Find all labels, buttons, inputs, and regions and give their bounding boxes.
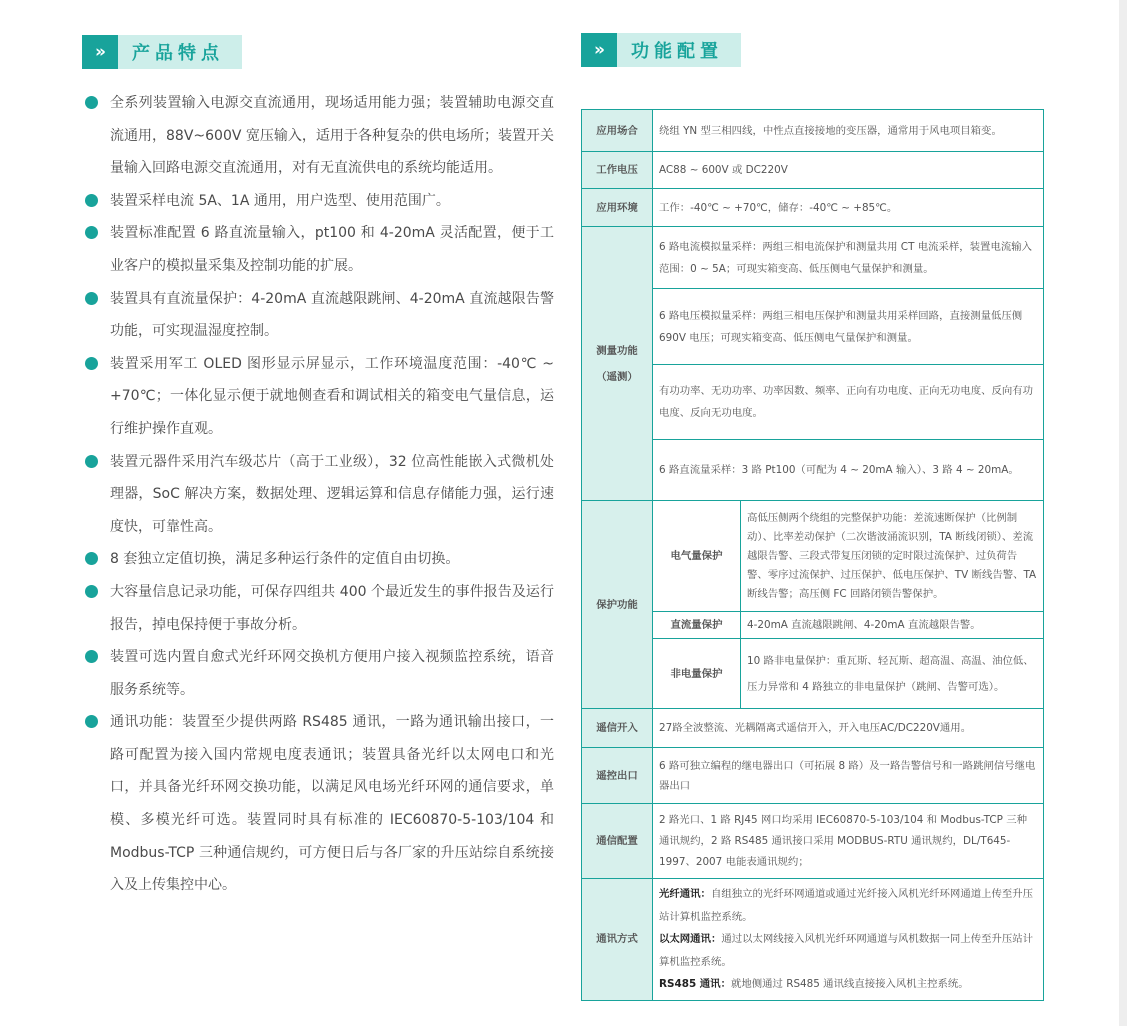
fiber-label: 光纤通讯： (659, 888, 711, 900)
double-chevron-right-icon: » (82, 35, 118, 69)
rs485-label: RS485 通讯： (659, 978, 731, 990)
table-row (582, 189, 1044, 227)
fiber-line (659, 883, 1037, 928)
comm-cfg-label: 通信配置 (582, 804, 653, 879)
prot-label: 保护功能 (582, 501, 653, 709)
table-row (582, 110, 1044, 152)
meas-dc-value: 6 路直流量采样：3 路 Pt100（可配为 4 ~ 20mA 输入）、3 路 4 ~ 20mA。 (653, 440, 1044, 501)
feature-item: 装置具有直流量保护：4-20mA 直流越限跳闸、4-20mA 直流越限告警功能，可实现温湿度控制。 (82, 283, 554, 348)
meas-label (582, 227, 653, 501)
config-header (581, 33, 741, 67)
feature-item: 通讯功能：装置至少提供两路 RS485 通讯，一路为通讯输出接口，一路可配置为接入国内常规电度表通讯；装置具备光纤以太网电口和光口，并具备光纤环网交换功能，以满足风电场光纤环网的通信要求，单模、多模光纤可选。装置同时具有标准的 IEC60870-5-103/104 和 Modbus-TCP 三种通信规约，可方便日后与各厂家的升压站综自系统接入及上传集控中心。 (82, 706, 554, 902)
feature-item: 装置采样电流 5A、1A 通用，用户选型、使用范围广。 (82, 185, 554, 218)
env-label: 应用环境 (582, 189, 653, 227)
comm-way-label: 通讯方式 (582, 879, 653, 1001)
meas-voltage-value: 6 路电压模拟量采样：两组三相电压保护和测量共用采样回路，直接测量低压侧 690V 电压；可现实箱变高、低压侧电气量保护和测量。 (653, 289, 1044, 365)
prot-elec-label: 电气量保护 (653, 501, 741, 612)
feature-item: 装置采用军工 OLED 图形显示屏显示，工作环境温度范围：-40℃ ~ +70℃；一体化显示便于就地侧查看和调试相关的箱变电气量信息，运行维护操作直观。 (82, 348, 554, 446)
do-label: 遥控出口 (582, 748, 653, 804)
rs485-value: 就地侧通过 RS485 通讯线直接接入风机主控系统。 (730, 978, 969, 990)
table-row (582, 501, 1044, 612)
prot-dc-label: 直流量保护 (653, 612, 741, 639)
prot-non-value: 10 路非电量保护：重瓦斯、轻瓦斯、超高温、高温、油位低、压力异常和 4 路独立的非电量保护（跳闸、告警可选）。 (741, 639, 1044, 709)
prot-elec-value: 高低压侧两个绕组的完整保护功能：差流速断保护（比例制动）、比率差动保护（二次谐波涌流识别，TA 断线闭锁）、差流越限告警、三段式带复压闭锁的定时限过流保护、过负荷告警、零序过流保护、过压保护、低电压保护、TV 断线告警、TA 断线告警；高压侧 FC 回路闭锁告警保护。 (741, 501, 1044, 612)
feature-item: 装置元器件采用汽车级芯片（高于工业级），32 位高性能嵌入式微机处理器，SoC 解决方案，数据处理、逻辑运算和信息存储能力强，运行速度快，可靠性高。 (82, 446, 554, 544)
features-header (82, 35, 242, 69)
voltage-label: 工作电压 (582, 152, 653, 189)
feature-item: 全系列装置输入电源交直流通用，现场适用能力强；装置辅助电源交直流通用，88V~600V 宽压输入，适用于各种复杂的供电场所；装置开关量输入回路电源交直流通用，对有无直流供电的系统均能适用。 (82, 87, 554, 185)
feature-item: 装置可选内置自愈式光纤环网交换机方便用户接入视频监控系统，语音服务系统等。 (82, 641, 554, 706)
table-row (582, 152, 1044, 189)
features-title: 产品特点 (118, 35, 242, 69)
fiber-value: 自组独立的光纤环网通道或通过光纤接入风机光纤环网通道上传至升压站计算机监控系统。 (659, 888, 1034, 923)
config-title: 功能配置 (617, 33, 741, 67)
table-row (582, 748, 1044, 804)
table-row (582, 804, 1044, 879)
app-value: 绕组 YN 型三相四线，中性点直接接地的变压器，通常用于风电项目箱变。 (653, 110, 1044, 152)
meas-label-line2: （遥测） (596, 370, 638, 383)
voltage-value: AC88 ~ 600V 或 DC220V (653, 152, 1044, 189)
page-edge (1119, 0, 1127, 1026)
comm-cfg-value: 2 路光口、1 路 RJ45 网口均采用 IEC60870-5-103/104 和 Modbus-TCP 三种通讯规约，2 路 RS485 通讯接口采用 MODBUS-RTU 通讯规约，DL/T645-1997、2007 电能表通讯规约； (653, 804, 1044, 879)
comm-way-value (653, 879, 1044, 1001)
table-row (582, 879, 1044, 1001)
ethernet-line (659, 928, 1037, 973)
ethernet-label: 以太网通讯： (659, 933, 722, 945)
feature-item: 大容量信息记录功能，可保存四组共 400 个最近发生的事件报告及运行报告，掉电保持便于事故分析。 (82, 576, 554, 641)
meas-label-line1: 测量功能 (596, 344, 638, 357)
prot-non-label: 非电量保护 (653, 639, 741, 709)
meas-current-value: 6 路电流模拟量采样：两组三相电流保护和测量共用 CT 电流采样，装置电流输入范围：0 ~ 5A；可现实箱变高、低压侧电气量保护和测量。 (653, 227, 1044, 289)
di-value: 27路全波整流、光耦隔离式遥信开入，开入电压AC/DC220V通用。 (653, 709, 1044, 748)
env-value: 工作：-40℃ ~ +70℃，储存：-40℃ ~ +85℃。 (653, 189, 1044, 227)
table-row (582, 709, 1044, 748)
feature-list (82, 87, 554, 902)
feature-item: 8 套独立定值切换，满足多种运行条件的定值自由切换。 (82, 543, 554, 576)
app-label: 应用场合 (582, 110, 653, 152)
di-label: 遥信开入 (582, 709, 653, 748)
meas-power-value: 有功功率、无功功率、功率因数、频率、正向有功电度、正向无功电度、反向有功电度、反向无功电度。 (653, 365, 1044, 440)
prot-dc-value: 4-20mA 直流越限跳闸、4-20mA 直流越限告警。 (741, 612, 1044, 639)
do-value: 6 路可独立编程的继电器出口（可拓展 8 路）及一路告警信号和一路跳闸信号继电器出口 (653, 748, 1044, 804)
double-chevron-right-icon: » (581, 33, 617, 67)
table-row (582, 227, 1044, 289)
feature-item: 装置标准配置 6 路直流量输入，pt100 和 4-20mA 灵活配置，便于工业客户的模拟量采集及控制功能的扩展。 (82, 217, 554, 282)
ethernet-value: 通过以太网线接入风机光纤环网通道与风机数据一同上传至升压站计算机监控系统。 (659, 933, 1034, 968)
rs485-line (659, 973, 1037, 996)
config-table (581, 109, 1044, 1001)
